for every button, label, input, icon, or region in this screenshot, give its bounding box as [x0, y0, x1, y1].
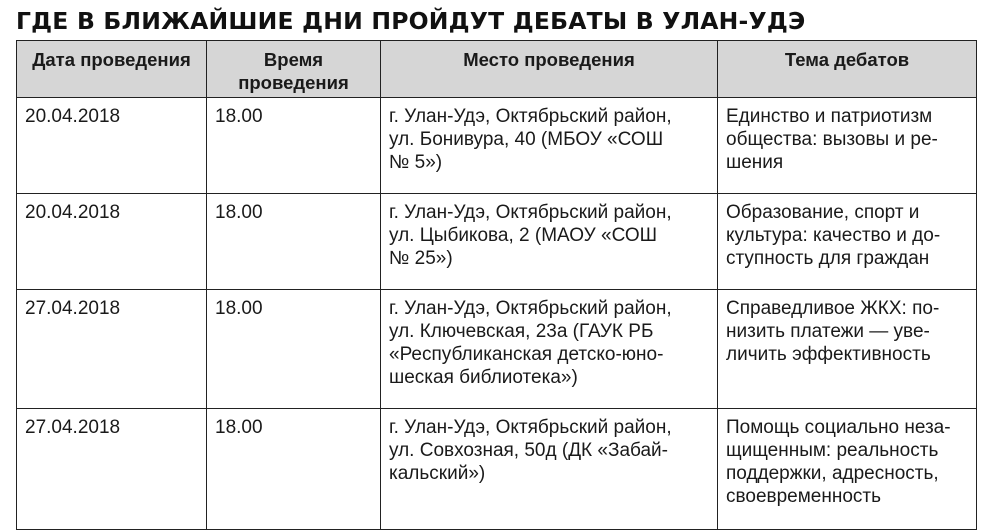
debate-schedule-table — [16, 40, 977, 530]
cell-date: 20.04.2018 — [17, 194, 207, 290]
cell-place — [381, 409, 718, 530]
table-row — [17, 409, 977, 530]
cell-place — [381, 194, 718, 290]
cell-date: 27.04.2018 — [17, 290, 207, 409]
topic-line: низить платежи — уве- — [726, 321, 930, 342]
page-title: ГДЕ В БЛИЖАЙШИЕ ДНИ ПРОЙДУТ ДЕБАТЫ В УЛАН-УДЭ — [16, 7, 806, 35]
header-time-line: Время — [263, 49, 324, 70]
place-line: № 5») — [389, 152, 443, 173]
topic-line: личить эффективность — [726, 344, 931, 365]
cell-place — [381, 98, 718, 194]
cell-date: 27.04.2018 — [17, 409, 207, 530]
cell-place — [381, 290, 718, 409]
place-line: кальский») — [389, 463, 486, 484]
place-line: г. Улан-Удэ, Октябрьский район, — [389, 202, 672, 223]
cell-time: 18.00 — [207, 194, 381, 290]
cell-time: 18.00 — [207, 290, 381, 409]
place-line: ул. Бонивура, 40 (МБОУ «СОШ — [389, 129, 664, 150]
topic-line: культура: качество и до- — [726, 225, 941, 246]
header-time — [207, 41, 381, 98]
cell-time: 18.00 — [207, 409, 381, 530]
topic-line: поддержки, адресность, — [726, 463, 939, 484]
topic-line: ступность для граждан — [726, 248, 930, 269]
table-header-row — [17, 41, 977, 98]
topic-line: Образование, спорт и — [726, 202, 920, 223]
place-line: г. Улан-Удэ, Октябрьский район, — [389, 106, 672, 127]
place-line: «Республиканская детско-юно- — [389, 344, 664, 365]
header-date-line: проведения — [80, 49, 191, 70]
header-time-line: проведения — [238, 72, 349, 93]
topic-line: Справедливое ЖКХ: по- — [726, 298, 940, 319]
topic-line: общества: вызовы и ре- — [726, 129, 938, 150]
topic-line: шения — [726, 152, 784, 173]
place-line: ул. Цыбикова, 2 (МАОУ «СОШ — [389, 225, 658, 246]
place-line: г. Улан-Удэ, Октябрьский район, — [389, 417, 672, 438]
table-row — [17, 194, 977, 290]
place-line: ул. Ключевская, 23а (ГАУК РБ — [389, 321, 654, 342]
cell-topic — [718, 409, 977, 530]
header-topic — [718, 41, 977, 98]
topic-line: своевременность — [726, 486, 882, 507]
place-line: шеская библиотека») — [389, 367, 578, 388]
header-date-line: Дата — [32, 49, 76, 70]
header-place-line: Место проведения — [463, 49, 635, 70]
place-line: ул. Совхозная, 50д (ДК «Забай- — [389, 440, 668, 461]
cell-topic — [718, 98, 977, 194]
topic-line: Единство и патриотизм — [726, 106, 933, 127]
cell-date: 20.04.2018 — [17, 98, 207, 194]
place-line: г. Улан-Удэ, Октябрьский район, — [389, 298, 672, 319]
header-place — [381, 41, 718, 98]
cell-time: 18.00 — [207, 98, 381, 194]
table-row — [17, 98, 977, 194]
topic-line: Помощь социально незa- — [726, 417, 951, 438]
header-topic-line: Тема дебатов — [784, 49, 910, 70]
header-date — [17, 41, 207, 98]
topic-line: щищенным: реальность — [726, 440, 939, 461]
table-row — [17, 290, 977, 409]
cell-topic — [718, 194, 977, 290]
cell-topic — [718, 290, 977, 409]
place-line: № 25») — [389, 248, 453, 269]
